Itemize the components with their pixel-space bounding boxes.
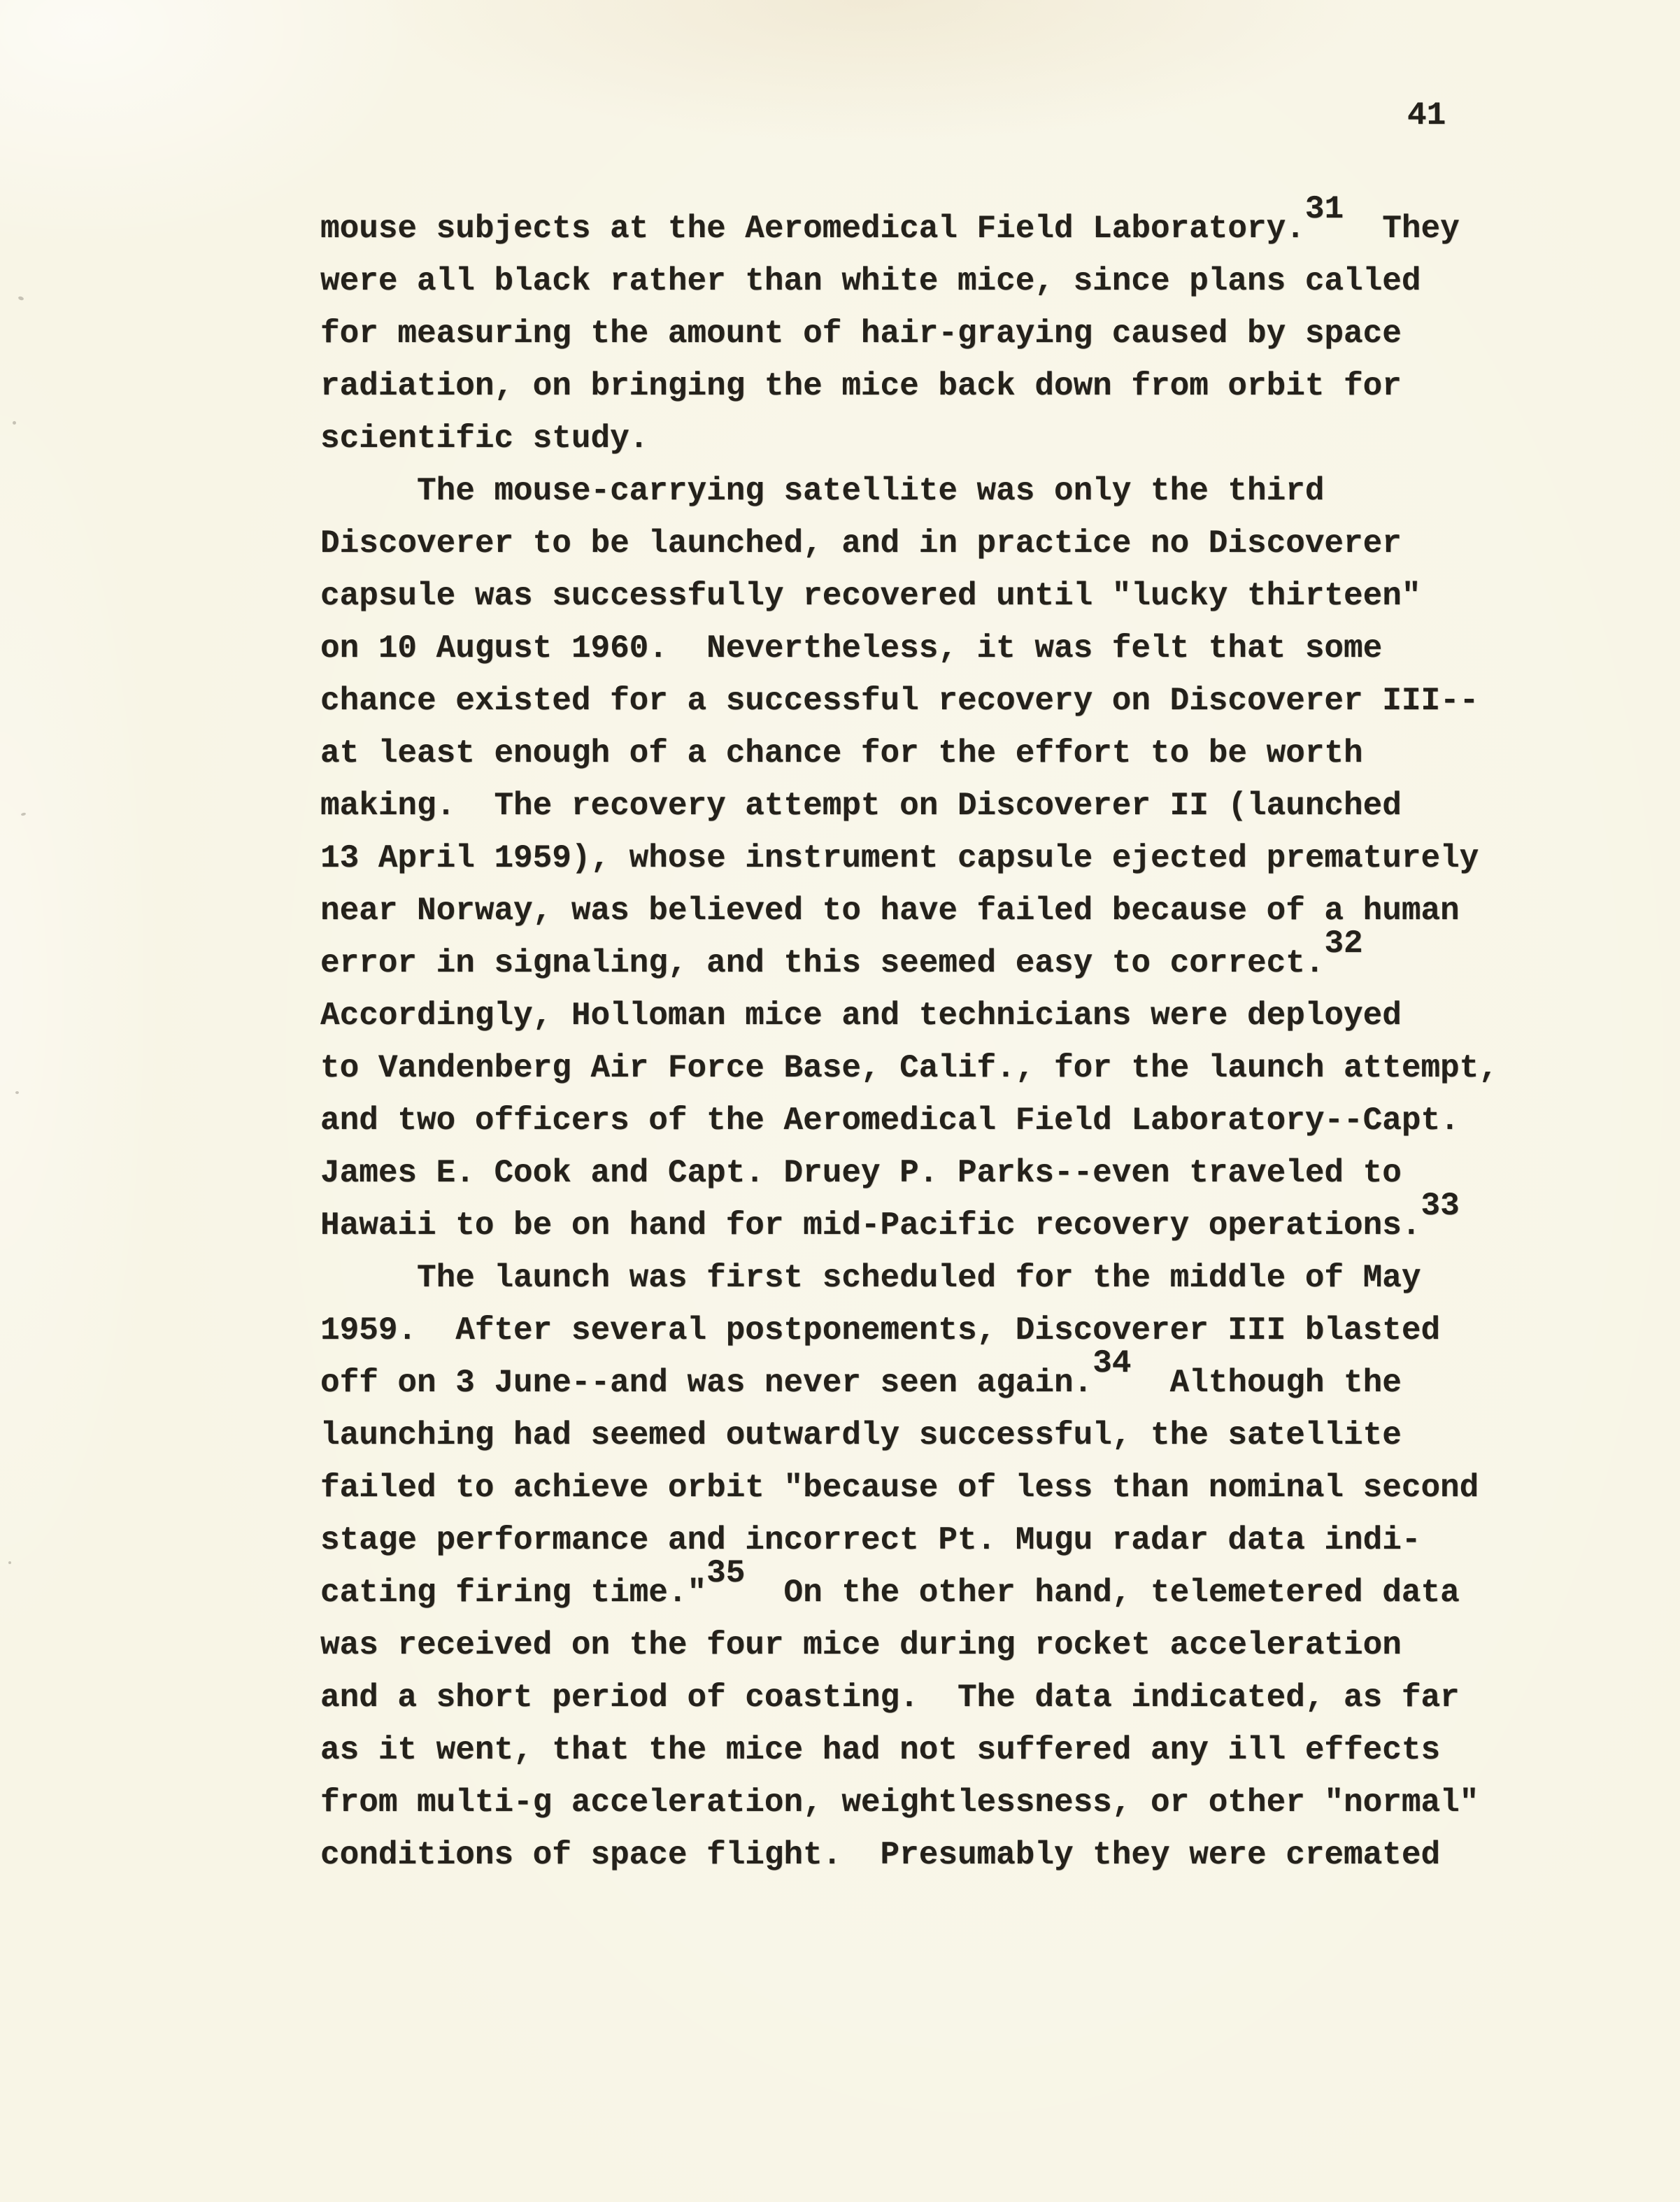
text-segment: and a short period of coasting. The data indicated, as far [320, 1679, 1460, 1716]
text-segment: conditions of space flight. Presumably they were cremated [320, 1837, 1441, 1873]
footnote-ref: 31 [1304, 191, 1344, 228]
text-segment: Although the [1131, 1365, 1402, 1401]
scan-speck [17, 296, 24, 301]
text-segment: 13 April 1959), whose instrument capsule ejected prematurely [320, 840, 1479, 876]
text-line [320, 255, 1498, 308]
text-segment: at least enough of a chance for the effort to be worth [320, 735, 1363, 772]
text-segment: Discoverer to be launched, and in practice no Discoverer [320, 525, 1402, 562]
text-segment: They [1344, 211, 1460, 247]
page-number: 41 [1407, 97, 1446, 134]
text-segment: stage performance and incorrect Pt. Mugu radar data indi- [320, 1522, 1421, 1558]
text-line [320, 1672, 1498, 1724]
text-segment: mouse subjects at the Aeromedical Field Laboratory. [320, 211, 1305, 247]
text-line [320, 885, 1498, 937]
text-line [320, 518, 1498, 570]
text-segment: launching had seemed outwardly successful, the satellite [320, 1417, 1402, 1454]
text-segment: from multi-g acceleration, weightlessness, or other "normal" [320, 1784, 1479, 1821]
text-segment: radiation, on bringing the mice back down from orbit for [320, 368, 1402, 404]
text-line [320, 1829, 1498, 1882]
text-segment: was received on the four mice during rocket acceleration [320, 1627, 1402, 1663]
document-body [320, 191, 1498, 1882]
text-line [320, 1724, 1498, 1777]
text-line [320, 1345, 1498, 1409]
text-line [320, 1147, 1498, 1200]
text-line [320, 1409, 1498, 1462]
text-segment: The mouse-carrying satellite was only the third [320, 473, 1325, 509]
text-line [320, 1095, 1498, 1147]
text-line [320, 780, 1498, 832]
text-line [320, 308, 1498, 360]
text-segment: 1959. After several postponements, Discoverer III blasted [320, 1312, 1441, 1349]
footnote-ref: 35 [706, 1555, 746, 1592]
scan-speck [15, 1091, 19, 1094]
text-segment: for measuring the amount of hair-graying caused by space [320, 315, 1402, 352]
scan-speck [21, 812, 27, 816]
scan-speck [8, 1561, 11, 1564]
text-line [320, 675, 1498, 727]
text-segment: were all black rather than white mice, since plans called [320, 263, 1421, 299]
text-line [320, 1777, 1498, 1829]
text-line [320, 832, 1498, 885]
text-segment: cating firing time." [320, 1575, 707, 1611]
text-segment: scientific study. [320, 420, 649, 457]
text-segment: failed to achieve orbit "because of less than nominal second [320, 1470, 1479, 1506]
footnote-ref: 34 [1092, 1345, 1132, 1382]
text-line [320, 413, 1498, 465]
text-line [320, 1514, 1498, 1567]
text-line [320, 1042, 1498, 1095]
text-segment: chance existed for a successful recovery on Discoverer III-- [320, 683, 1479, 719]
paragraph-1 [320, 191, 1498, 465]
text-segment: James E. Cook and Capt. Druey P. Parks--even traveled to [320, 1155, 1402, 1191]
text-segment: on 10 August 1960. Nevertheless, it was felt that some [320, 630, 1383, 667]
text-line [320, 570, 1498, 623]
text-line [320, 360, 1498, 413]
footnote-ref: 33 [1421, 1188, 1460, 1225]
text-line [320, 1462, 1498, 1514]
text-line [320, 925, 1498, 990]
footnote-ref: 32 [1324, 925, 1363, 963]
text-line [320, 990, 1498, 1042]
paragraph-2 [320, 465, 1498, 1252]
text-segment: On the other hand, telemetered data [745, 1575, 1460, 1611]
text-segment: and two officers of the Aeromedical Field Laboratory--Capt. [320, 1102, 1460, 1139]
text-segment: near Norway, was believed to have failed because of a human [320, 893, 1460, 929]
text-segment: capsule was successfully recovered until "lucky thirteen" [320, 578, 1421, 614]
text-segment: Accordingly, Holloman mice and technicians were deployed [320, 997, 1402, 1034]
text-segment: The launch was first scheduled for the middle of May [320, 1260, 1421, 1296]
text-segment: to Vandenberg Air Force Base, Calif., for the launch attempt, [320, 1050, 1498, 1086]
text-line [320, 1619, 1498, 1672]
text-segment: making. The recovery attempt on Discoverer II (launched [320, 788, 1402, 824]
text-line [320, 727, 1498, 780]
text-line [320, 1305, 1498, 1357]
text-line [320, 1555, 1498, 1619]
text-line [320, 1252, 1498, 1305]
scan-speck [13, 421, 16, 425]
text-segment: as it went, that the mice had not suffered any ill effects [320, 1732, 1441, 1768]
text-line [320, 191, 1498, 255]
text-segment: Hawaii to be on hand for mid-Pacific recovery operations. [320, 1207, 1421, 1244]
paragraph-3 [320, 1252, 1498, 1882]
text-segment: off on 3 June--and was never seen again. [320, 1365, 1093, 1401]
text-segment: error in signaling, and this seemed easy to correct. [320, 945, 1325, 981]
text-line [320, 1188, 1498, 1252]
text-line [320, 465, 1498, 518]
text-line [320, 623, 1498, 675]
